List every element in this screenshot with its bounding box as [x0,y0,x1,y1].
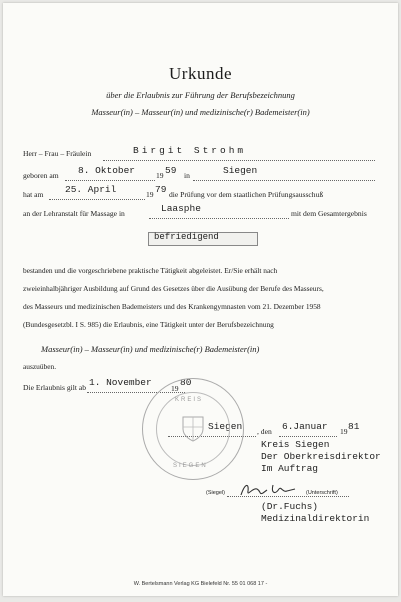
body-line-2: zweieinhalbjähriger Ausbildung auf Grund des Gesetzes über die Ausübung der Berufe des Masseurs, [23,284,324,293]
birth-year-prefix: 19 [156,171,164,180]
profession-heading: Masseur(in) – Masseur(in) und medizinische(r) Bademeister(in) [91,107,310,117]
body-line-3: des Masseurs und medizinischen Bademeisters und des Krankengymnasten vom 21. Dezember 1958 [23,302,321,311]
ausueben-text: auszuüben. [23,362,57,371]
official-seal [142,378,244,480]
birth-date-line [65,180,155,181]
result-value: befriedigend [154,232,219,242]
exam-year-prefix: 19 [146,190,154,199]
valid-label: Die Erlaubnis gilt ab [23,383,87,392]
exam-text: die Prüfung vor dem staatlichen Prüfungsausschuß [169,190,324,199]
signer-name: (Dr.Fuchs) [261,501,319,512]
name-value: Birgit Strohm [133,145,247,156]
issue-date-line [279,436,337,437]
exam-date: 25. April [65,184,117,195]
document-title: Urkunde [169,64,232,83]
valid-year: 80 [180,377,192,388]
exam-label: hat am [23,190,44,199]
body-line-1: bestanden und die vorgeschriebene praktische Tätigkeit abgeleistet. Er/Sie erhält nach [23,266,278,275]
birth-year: 59 [165,165,177,176]
birth-place: Siegen [223,165,258,176]
seal-label: (Siegel) [206,490,225,496]
birth-date: 8. Oktober [78,165,136,176]
signature-scribble [239,481,299,499]
profession-repeat: Masseur(in) – Masseur(in) und medizinische(r) Bademeister(in) [41,344,260,354]
authority-line-3: Im Auftrag [261,463,319,474]
exam-date-line [49,199,145,200]
issue-date: 6.Januar [282,421,328,432]
issue-den-label: , den [257,427,272,436]
school-place: Laasphe [161,203,201,214]
printer-footer: W. Bertelsmann Verlag KG Bielefeld Nr. 55 01 068 17 - [133,581,268,587]
birth-in-label: in [184,171,190,180]
signer-title: Medizinaldirektorin [261,513,370,524]
seal-bottom-text: SIEGEN [173,463,208,469]
document-subtitle: über die Erlaubnis zur Führung der Berufsbezeichnung [106,90,295,100]
valid-date: 1. November [89,377,152,388]
body-line-4: (Bundesgesetzbl. I S. 985) die Erlaubnis, eine Tätigkeit unter der Berufsbezeichnung [23,320,274,329]
authority-line-1: Kreis Siegen [261,439,330,450]
salutation-label: Herr – Frau – Fräulein [23,149,92,158]
issue-year-prefix: 19 [340,427,348,436]
seal-top-text: KREIS [175,397,204,403]
issue-year: 81 [348,421,360,432]
issue-place: Siegen [208,421,243,432]
signature-label: (Unterschrift) [306,490,338,496]
birth-place-line [193,180,375,181]
authority-line-2: Der Oberkreisdirektor [261,451,381,462]
certificate-page [3,3,398,596]
school-line [149,218,289,219]
school-label: an der Lehranstalt für Massage in [23,209,125,218]
handwritten-signature [239,481,299,503]
born-label: geboren am [23,171,59,180]
name-line [103,160,375,161]
coat-of-arms-icon [181,415,205,443]
exam-year: 79 [155,184,167,195]
valid-year-prefix: 19 [171,384,179,393]
result-label: mit dem Gesamtergebnis [291,209,367,218]
